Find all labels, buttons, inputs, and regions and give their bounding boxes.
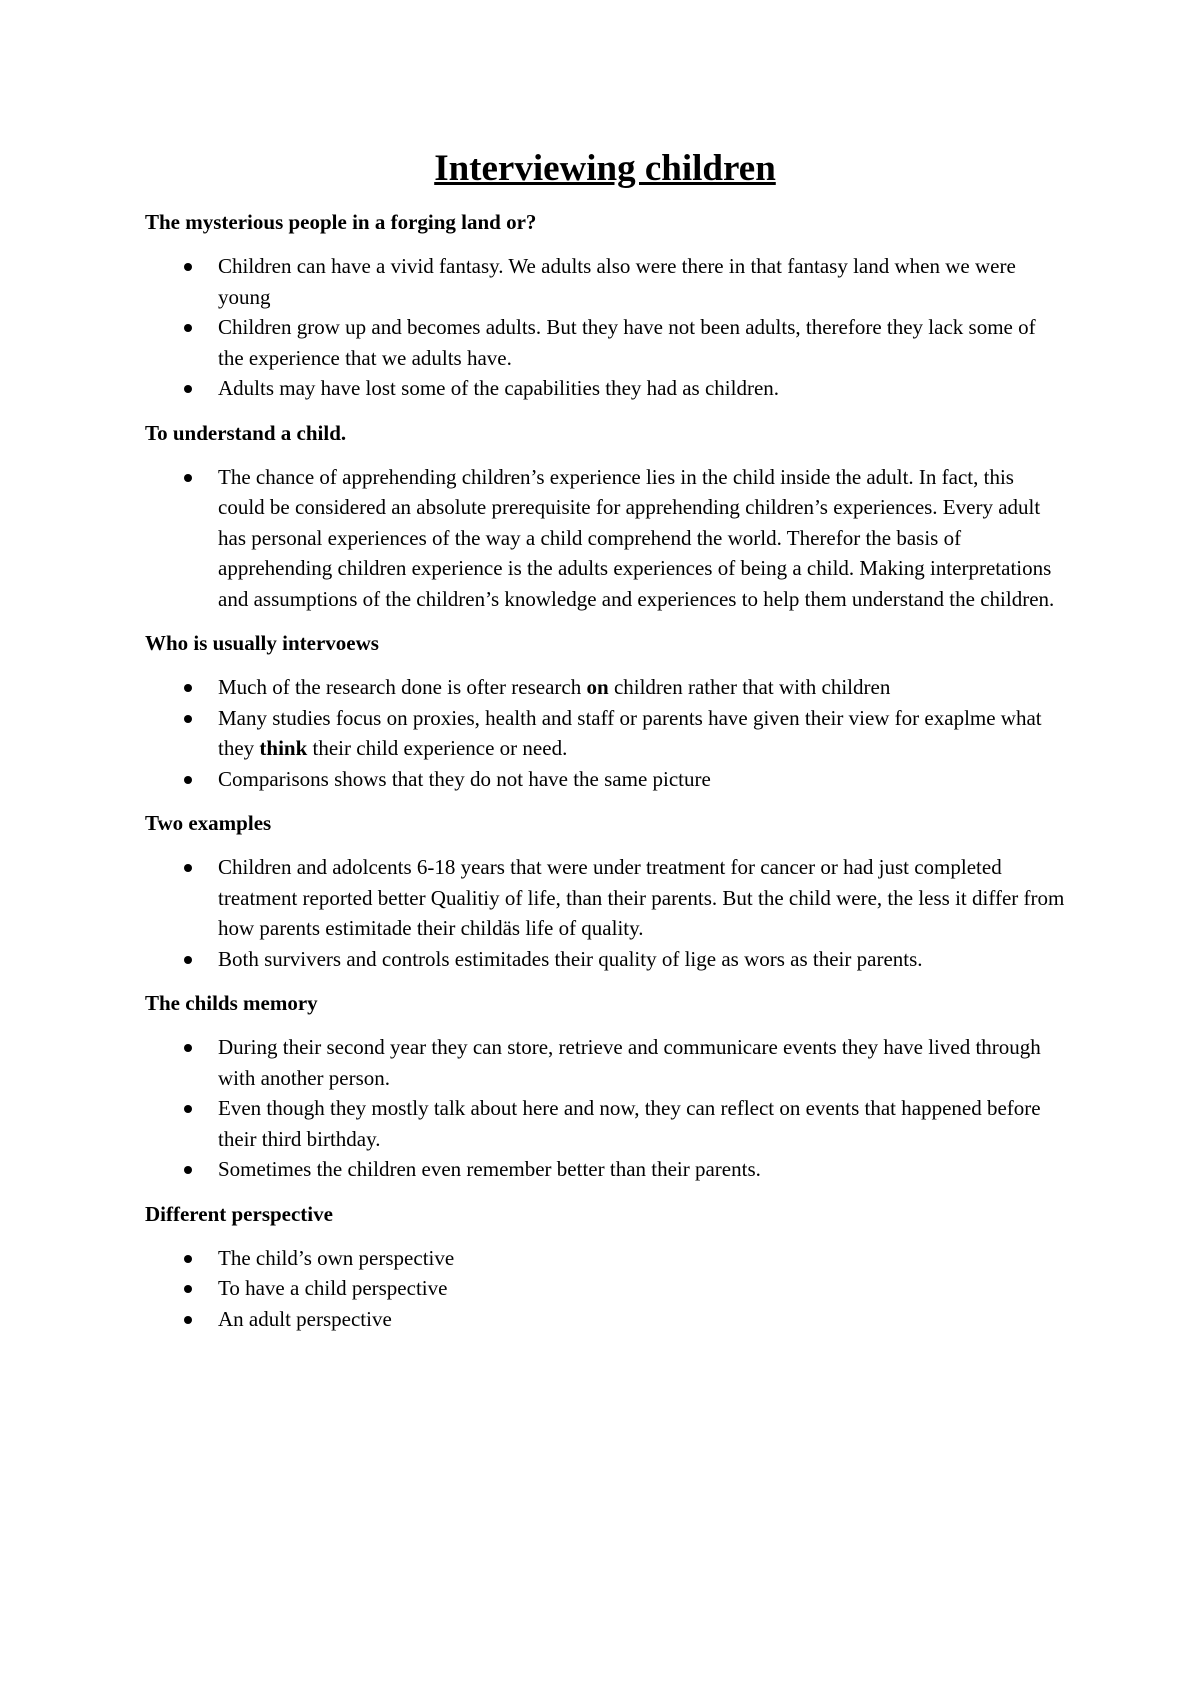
bullet-text: their child experience or need. (307, 736, 568, 760)
bullet-item: An adult perspective (145, 1304, 1065, 1335)
bullet-list (145, 672, 1065, 794)
bullet-text: Much of the research done is ofter research (218, 675, 587, 699)
bullet-item: During their second year they can store, retrieve and communicare events they have lived through with another person. (145, 1032, 1065, 1093)
section-understand-child (145, 418, 1065, 615)
bullet-item: The chance of apprehending children’s experience lies in the child inside the adult. In fact, this could be considered an absolute prerequisite for apprehending children’s experiences. Every adult has personal experiences of the way a child comprehend the world. Therefor the basis of apprehending children experience is the adults experiences of being a child. Making interpretations and assumptions of the children’s knowledge and experiences to help them understand the children. (145, 462, 1065, 615)
section-heading: Two examples (145, 811, 272, 835)
document-body (145, 145, 1065, 1348)
bullet-text: children rather that with children (608, 675, 891, 699)
bullet-item (145, 672, 1065, 703)
section-different-perspective (145, 1199, 1065, 1335)
document-title: Interviewing children (434, 148, 776, 189)
bullet-list (145, 462, 1065, 615)
bullet-item: Adults may have lost some of the capabilities they had as children. (145, 373, 1065, 404)
section-heading: Who is usually intervoews (145, 631, 379, 655)
bullet-emphasis: on (586, 675, 609, 699)
section-heading: Different perspective (145, 1201, 333, 1226)
bullet-item: Both survivers and controls estimitades their quality of lige as wors as their parents. (145, 944, 1065, 975)
bullet-text: Many studies focus on proxies, health and staff or parents have given their view for exaplme what they (218, 705, 1042, 760)
bullet-item: Children grow up and becomes adults. But they have not been adults, therefore they lack some of the experience that we adults have. (145, 312, 1065, 373)
section-who-interviewed (145, 628, 1065, 794)
bullet-item: Even though they mostly talk about here and now, they can reflect on events that happened before their third birthday. (145, 1093, 1065, 1154)
bullet-item: Children can have a vivid fantasy. We adults also were there in that fantasy land when we were young (145, 251, 1065, 312)
section-mysterious-people (145, 207, 1065, 404)
bullet-item: Sometimes the children even remember better than their parents. (145, 1154, 1065, 1185)
bullet-list (145, 1243, 1065, 1335)
section-childs-memory (145, 988, 1065, 1185)
bullet-list (145, 1032, 1065, 1185)
section-heading: To understand a child. (145, 420, 347, 445)
bullet-list (145, 251, 1065, 404)
section-heading: The mysterious people in a forging land or? (145, 210, 537, 234)
bullet-item: Comparisons shows that they do not have the same picture (145, 764, 1065, 795)
bullet-item: The child’s own perspective (145, 1243, 1065, 1274)
bullet-item: To have a child perspective (145, 1273, 1065, 1304)
section-two-examples (145, 808, 1065, 974)
section-heading: The childs memory (145, 991, 318, 1015)
bullet-item (145, 703, 1065, 764)
bullet-emphasis: think (259, 736, 308, 760)
bullet-item: Children and adolcents 6-18 years that were under treatment for cancer or had just completed treatment reported better Qualitiy of life, than their parents. But the child were, the less it differ from how parents estimitade their childäs life of quality. (145, 852, 1065, 944)
bullet-list (145, 852, 1065, 974)
